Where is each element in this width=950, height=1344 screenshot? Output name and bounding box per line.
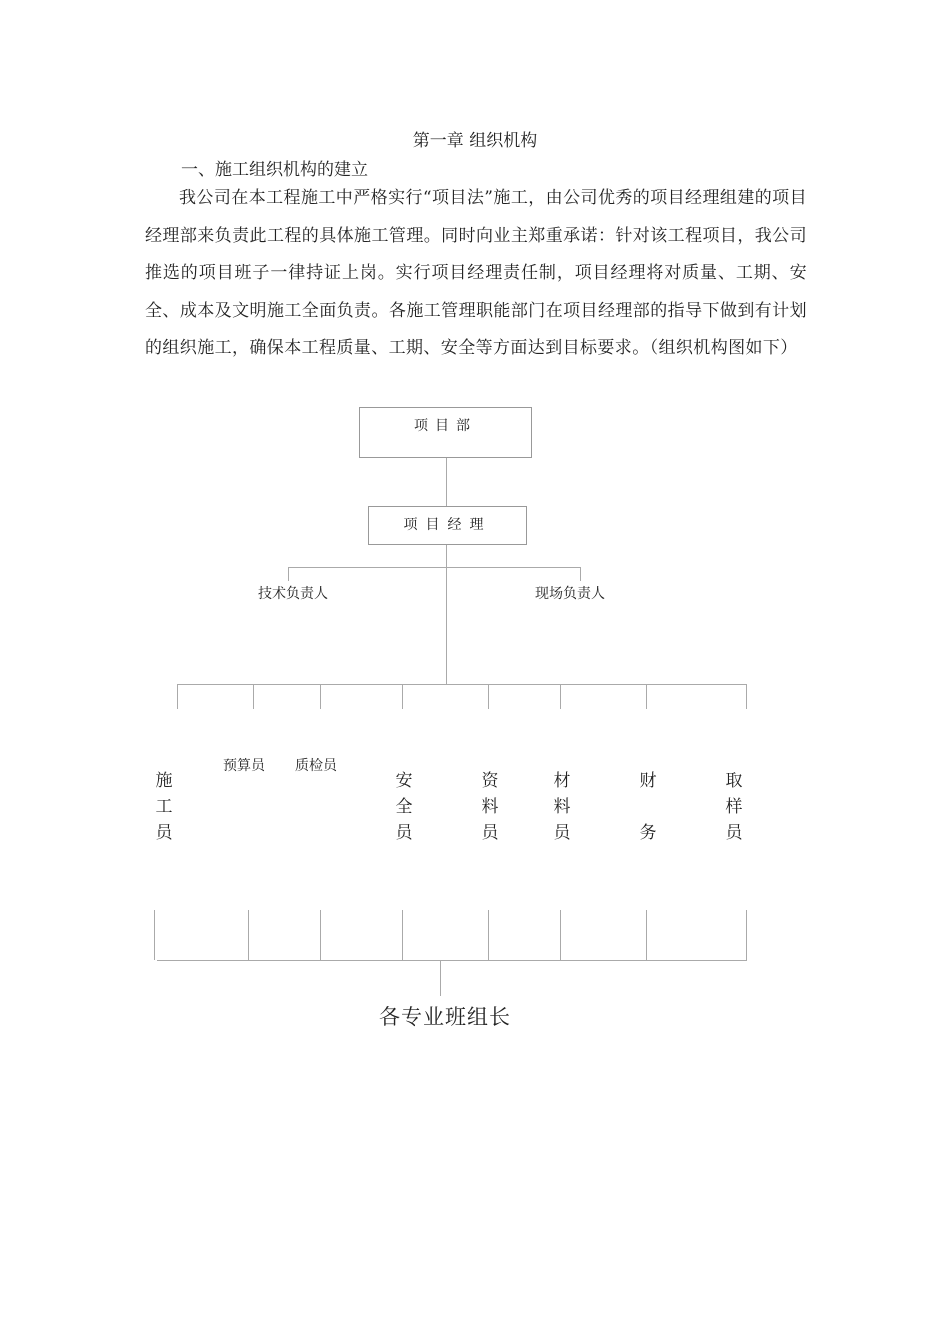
tech-lead-label: 技术负责人 bbox=[258, 586, 328, 602]
project-dept-box bbox=[359, 407, 532, 458]
staff-tick bbox=[320, 684, 321, 709]
staff-tick bbox=[253, 684, 254, 709]
role-construction-worker: 施 工 员 bbox=[155, 771, 173, 843]
bottom-tick bbox=[488, 910, 489, 960]
bottom-tick bbox=[646, 910, 647, 960]
role-safety-officer: 安 全 员 bbox=[395, 771, 413, 843]
staff-tick bbox=[746, 684, 747, 709]
lead-bracket-tick bbox=[288, 567, 289, 581]
staff-tick bbox=[488, 684, 489, 709]
staff-tick bbox=[560, 684, 561, 709]
project-manager-label: 项目经理 bbox=[403, 517, 492, 533]
connector-line bbox=[446, 458, 447, 506]
section-heading: 一、施工组织机构的建立 bbox=[181, 160, 368, 180]
bottom-tick bbox=[402, 910, 403, 960]
staff-tick bbox=[646, 684, 647, 709]
site-lead-label: 现场负责人 bbox=[535, 586, 605, 602]
lead-bracket-line bbox=[288, 567, 580, 568]
bottom-connector bbox=[440, 960, 441, 996]
bottom-tick bbox=[560, 910, 561, 960]
bottom-tick bbox=[248, 910, 249, 960]
staff-bar-line bbox=[177, 684, 747, 685]
trunk-line bbox=[446, 545, 447, 684]
body-paragraph: 我公司在本工程施工中严格实行“项目法”施工，由公司优秀的项目经理组建的项目经理部来负责此工程的具体施工管理。同时向业主郑重承诺：针对该工程项目，我公司推选的项目班子一律持证上岗。实行项目经理责任制，项目经理将对质量、工期、安全、成本及文明施工全面负责。各施工管理职能部门在项目经理部的指导下做到有计划的组织施工，确保本工程质量、工期、安全等方面达到目标要求。（组织机构图如下） bbox=[145, 188, 807, 358]
bottom-tick bbox=[320, 910, 321, 960]
role-finance: 财 务 bbox=[639, 771, 657, 843]
role-materials-officer: 材 料 员 bbox=[553, 771, 571, 843]
chapter-title: 第一章 组织机构 bbox=[412, 131, 538, 151]
project-manager-box bbox=[368, 506, 527, 545]
staff-tick bbox=[177, 684, 178, 709]
staff-tick bbox=[402, 684, 403, 709]
bottom-tick bbox=[746, 910, 747, 960]
lead-bracket-tick bbox=[580, 567, 581, 581]
bottom-tick bbox=[154, 910, 155, 960]
role-sampling-officer: 取 样 员 bbox=[725, 771, 743, 843]
quality-inspector-label: 质检员 bbox=[295, 758, 337, 774]
role-document-officer: 资 料 员 bbox=[481, 771, 499, 843]
budget-officer-label: 预算员 bbox=[223, 758, 265, 774]
project-dept-label: 项目部 bbox=[414, 418, 477, 434]
team-leaders-label: 各专业班组长 bbox=[379, 1005, 511, 1029]
bottom-bar-line bbox=[157, 960, 747, 961]
